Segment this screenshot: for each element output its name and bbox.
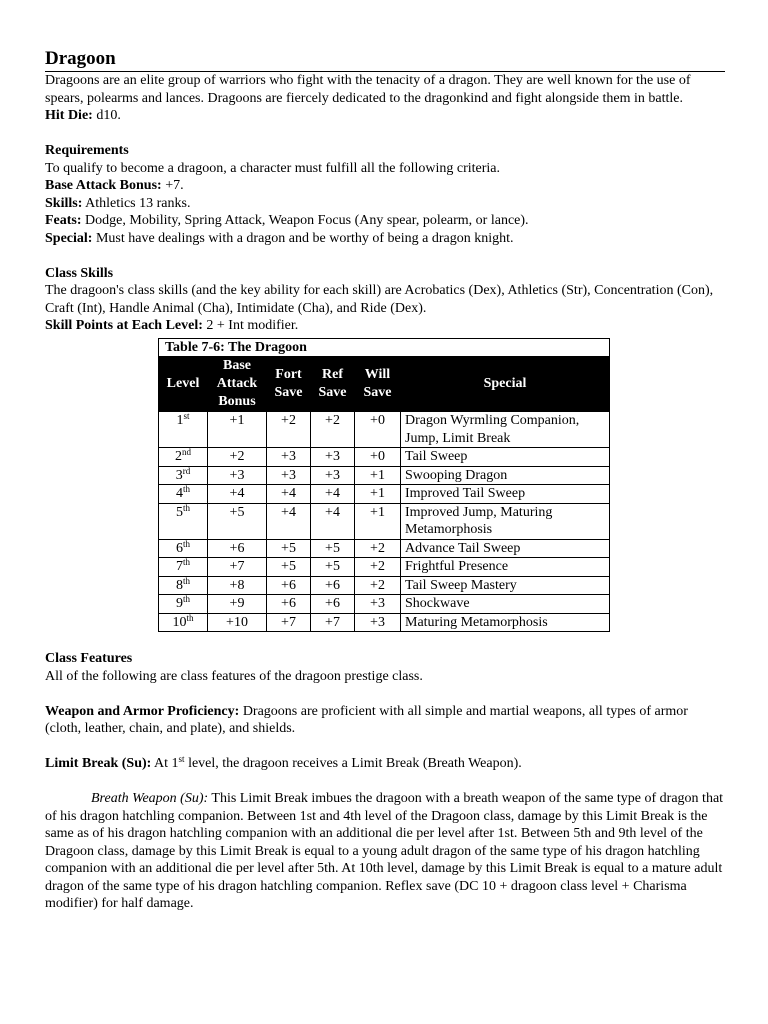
- requirements-intro: To qualify to become a dragoon, a character must fulfill all the following criteria.: [45, 160, 501, 176]
- cell-special: Dragon Wyrmling Companion, Jump, Limit Break: [401, 412, 610, 448]
- intro-paragraph: Dragoons are an elite group of warriors who fight with the tenacity of a dragon. They are well known for the use of spears, polearms and lances. Dragoons are fiercely dedicated to the dragonkind and fight alongside them in battle.: [45, 73, 691, 106]
- cell-ref: +3: [311, 448, 355, 467]
- cell-fort: +5: [267, 539, 311, 558]
- cell-fort: +2: [267, 412, 311, 448]
- table-row: [159, 576, 610, 595]
- cell-bab: +9: [208, 595, 267, 614]
- table-row: [159, 539, 610, 558]
- header-will: Will Save: [355, 357, 401, 412]
- requirement-feats: Feats: Dodge, Mobility, Spring Attack, Weapon Focus (Any spear, polearm, or lance).: [45, 213, 529, 228]
- skill-points-line: Skill Points at Each Level: 2 + Int modifier.: [45, 318, 299, 333]
- cell-will: +3: [355, 595, 401, 614]
- requirements-heading: Requirements: [45, 143, 129, 158]
- cell-special: Tail Sweep: [401, 448, 610, 467]
- cell-fort: +5: [267, 558, 311, 577]
- cell-special: Maturing Metamorphosis: [401, 613, 610, 632]
- cell-bab: +3: [208, 466, 267, 485]
- document-page: [45, 48, 725, 913]
- cell-bab: +8: [208, 576, 267, 595]
- cell-bab: +7: [208, 558, 267, 577]
- cell-ref: +5: [311, 539, 355, 558]
- cell-special: Frightful Presence: [401, 558, 610, 577]
- cell-ref: +6: [311, 595, 355, 614]
- table-row: [159, 412, 610, 448]
- breath-weapon-paragraph: Breath Weapon (Su): This Limit Break imbues the dragoon with a breath weapon of the same type of dragon that of his dragon hatchling companion. Between 1st and 4th level of the Dragoon class, damage by this Limit Break is the same as of his dragon hatchling companion with an additional die per level after 1st. Between 5th and 9th level of the Dragoon class, damage by this Limit Break is equal to a young adult dragon of the same type of his dragon hatchling companion with an additional die per level after 5th. At 10th level, damage by this Limit Break is equal to a mature adult dragon of the same type of his dragon hatchling companion. Reflex save (DC 10 + dragoon class level + Charisma modifier) for half damage.: [45, 791, 724, 911]
- class-features-text: All of the following are class features of the dragoon prestige class.: [45, 668, 423, 684]
- table-row: [159, 558, 610, 577]
- cell-will: +0: [355, 448, 401, 467]
- cell-ref: +4: [311, 485, 355, 504]
- cell-fort: +6: [267, 595, 311, 614]
- cell-level: 1st: [159, 412, 208, 448]
- cell-bab: +5: [208, 503, 267, 539]
- class-skills-heading: Class Skills: [45, 265, 114, 281]
- cell-fort: +3: [267, 466, 311, 485]
- cell-level: 9th: [159, 595, 208, 614]
- cell-level: 4th: [159, 485, 208, 504]
- cell-will: +1: [355, 466, 401, 485]
- cell-fort: +6: [267, 576, 311, 595]
- table-row: [159, 448, 610, 467]
- cell-level: 5th: [159, 503, 208, 539]
- header-bab: Base Attack Bonus: [208, 357, 267, 412]
- cell-special: Advance Tail Sweep: [401, 539, 610, 558]
- cell-fort: +4: [267, 485, 311, 504]
- cell-special: Improved Jump, Maturing Metamorphosis: [401, 503, 610, 539]
- table-row: [159, 595, 610, 614]
- cell-bab: +10: [208, 613, 267, 632]
- cell-level: 8th: [159, 576, 208, 595]
- cell-will: +0: [355, 412, 401, 448]
- cell-will: +1: [355, 503, 401, 539]
- requirement-bab: Base Attack Bonus: +7.: [45, 178, 184, 193]
- cell-will: +1: [355, 485, 401, 504]
- requirement-special: Special: Must have dealings with a dragon and be worthy of being a dragon knight.: [45, 230, 514, 246]
- cell-level: 7th: [159, 558, 208, 577]
- weapon-armor-paragraph: Weapon and Armor Proficiency: Dragoons are proficient with all simple and martial weapons, all types of armor (cloth, leather, chain, and plate), and shields.: [45, 703, 688, 736]
- cell-ref: +4: [311, 503, 355, 539]
- requirement-skills: Skills: Athletics 13 ranks.: [45, 195, 191, 211]
- cell-fort: +7: [267, 613, 311, 632]
- hit-die-value: d10.: [92, 108, 121, 123]
- table-row: [159, 613, 610, 632]
- hit-die-line: [45, 107, 725, 125]
- cell-ref: +2: [311, 412, 355, 448]
- header-special: Special: [401, 357, 610, 412]
- dragoon-level-table: [158, 338, 610, 633]
- header-fort: Fort Save: [267, 357, 311, 412]
- cell-will: +2: [355, 539, 401, 558]
- cell-ref: +6: [311, 576, 355, 595]
- cell-ref: +3: [311, 466, 355, 485]
- cell-level: 10th: [159, 613, 208, 632]
- limit-break-paragraph: Limit Break (Su): At 1st level, the dragoon receives a Limit Break (Breath Weapon).: [45, 754, 522, 771]
- cell-will: +2: [355, 576, 401, 595]
- cell-level: 6th: [159, 539, 208, 558]
- cell-bab: +2: [208, 448, 267, 467]
- table-header-row: [159, 357, 610, 412]
- cell-special: Shockwave: [401, 595, 610, 614]
- cell-bab: +1: [208, 412, 267, 448]
- class-skills-text: The dragoon's class skills (and the key ability for each skill) are Acrobatics (Dex), Athletics (Str), Concentration (Con), Craft (Int), Handle Animal (Cha), Intimidate (Cha), and Ride (Dex).: [45, 283, 714, 316]
- cell-will: +3: [355, 613, 401, 632]
- cell-fort: +3: [267, 448, 311, 467]
- cell-level: 2nd: [159, 448, 208, 467]
- page-title: Dragoon: [45, 48, 725, 72]
- cell-level: 3rd: [159, 466, 208, 485]
- table-row: [159, 466, 610, 485]
- table-caption: Table 7-6: The Dragoon: [159, 338, 610, 357]
- header-ref: Ref Save: [311, 357, 355, 412]
- cell-special: Improved Tail Sweep: [401, 485, 610, 504]
- cell-bab: +4: [208, 485, 267, 504]
- hit-die-label: Hit Die:: [45, 108, 93, 123]
- cell-ref: +5: [311, 558, 355, 577]
- class-features-heading: Class Features: [45, 651, 133, 666]
- table-row: [159, 503, 610, 539]
- cell-will: +2: [355, 558, 401, 577]
- cell-bab: +6: [208, 539, 267, 558]
- cell-special: Swooping Dragon: [401, 466, 610, 485]
- cell-ref: +7: [311, 613, 355, 632]
- cell-special: Tail Sweep Mastery: [401, 576, 610, 595]
- table-row: [159, 485, 610, 504]
- cell-fort: +4: [267, 503, 311, 539]
- header-level: Level: [159, 357, 208, 412]
